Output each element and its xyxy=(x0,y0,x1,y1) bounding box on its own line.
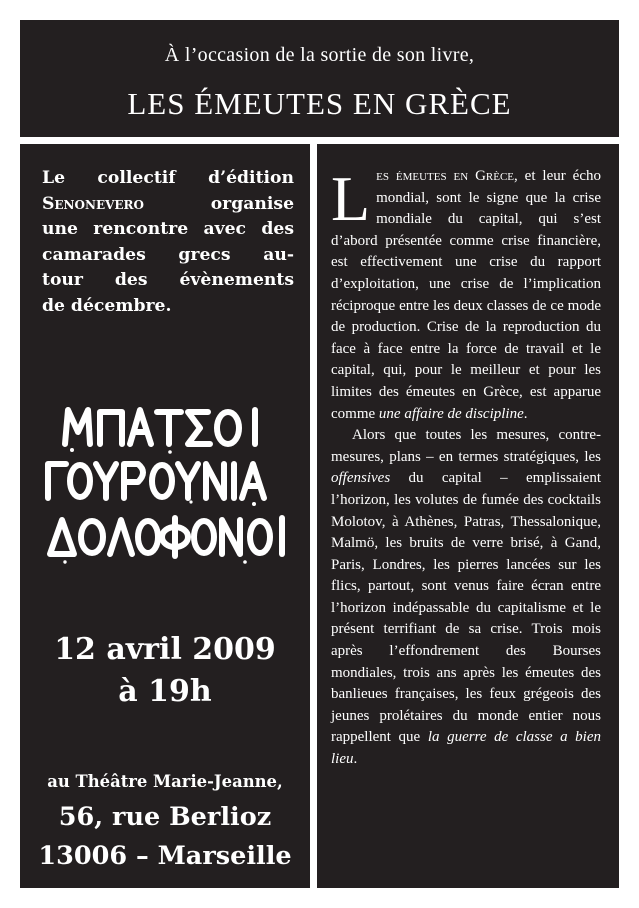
book-title: LES ÉMEUTES EN GRÈCE xyxy=(127,86,512,121)
article-fragment: . xyxy=(353,751,358,768)
article-fragment: , et leur écho mondial, sont le signe que la crise mondiale du capital, qui s’est d’abord présentée comme crise financière, est effectivement une crise du rapport d’exploitation, une crise de l’implication réciproque entre les deux classes de ce mode de production. Crise de la reproduction du face à face entre la force de travail et le capital, qui, pour le meilleur et pour les limites des émeutes en Grèce, est apparue comme xyxy=(331,168,601,422)
graffiti-slogan-image xyxy=(20,402,310,572)
intro-line xyxy=(42,192,294,218)
left-column xyxy=(20,144,310,888)
event-date: 12 avril 2009 xyxy=(54,632,276,667)
event-city: 13006 – Marseille xyxy=(38,841,292,871)
header-subtitle: À l’occasion de la sortie de son livre, xyxy=(164,44,475,66)
right-column xyxy=(317,144,619,888)
article-paragraph xyxy=(331,425,601,771)
publisher-name: Senonevero xyxy=(42,193,144,214)
article-paragraph xyxy=(331,163,601,425)
article-fragment: du capital – emplissaient l’horizon, les volutes de fumée des cocktails Molotov, à Athènes, Patras, Thessalonique, Malmö, les bruits de verre brisé, à Gand, Paris, Londres, les pierres lancées sur les flics, partout, sont venus faire écran entre l’horizon indépassable du capitalisme et le présent terrifiant de sa crise. Trois mois après l’effondrement des Bourses mondiales, trois ans après les émeutes des banlieues françaises, les feux grégeois des jeunes prolétaires du monde entier nous rappellent que xyxy=(331,470,601,746)
event-street: 56, rue Berlioz xyxy=(58,802,272,832)
intro-line: Le collectif d’édition xyxy=(42,168,294,188)
intro-fragment: organise xyxy=(210,193,294,214)
event-time: à 19h xyxy=(118,674,212,709)
article-fragment: Alors que toutes les mesures, contre-mesures, plans – en termes stratégiques, les xyxy=(331,427,601,465)
article-text xyxy=(331,163,601,771)
article-emphasis: une affaire de discipline xyxy=(378,405,524,422)
intro-line: camarades grecs au- xyxy=(42,244,294,265)
graffiti-slogan xyxy=(20,402,310,572)
article-lead: es émeutes en Grèce xyxy=(376,168,515,184)
intro-line: une rencontre avec des xyxy=(42,219,294,240)
intro-line: tour des évènements xyxy=(42,270,294,291)
event-venue: au Théâtre Marie-Jeanne, xyxy=(47,772,283,791)
header-banner xyxy=(20,20,619,137)
intro-line: de décembre. xyxy=(42,295,172,316)
intro-text xyxy=(42,166,294,320)
article-emphasis: offensives xyxy=(331,470,391,487)
drop-cap: L xyxy=(331,163,371,234)
article-emphasis: la guerre de classe a bien lieu xyxy=(331,729,601,768)
article-fragment: . xyxy=(523,405,528,422)
